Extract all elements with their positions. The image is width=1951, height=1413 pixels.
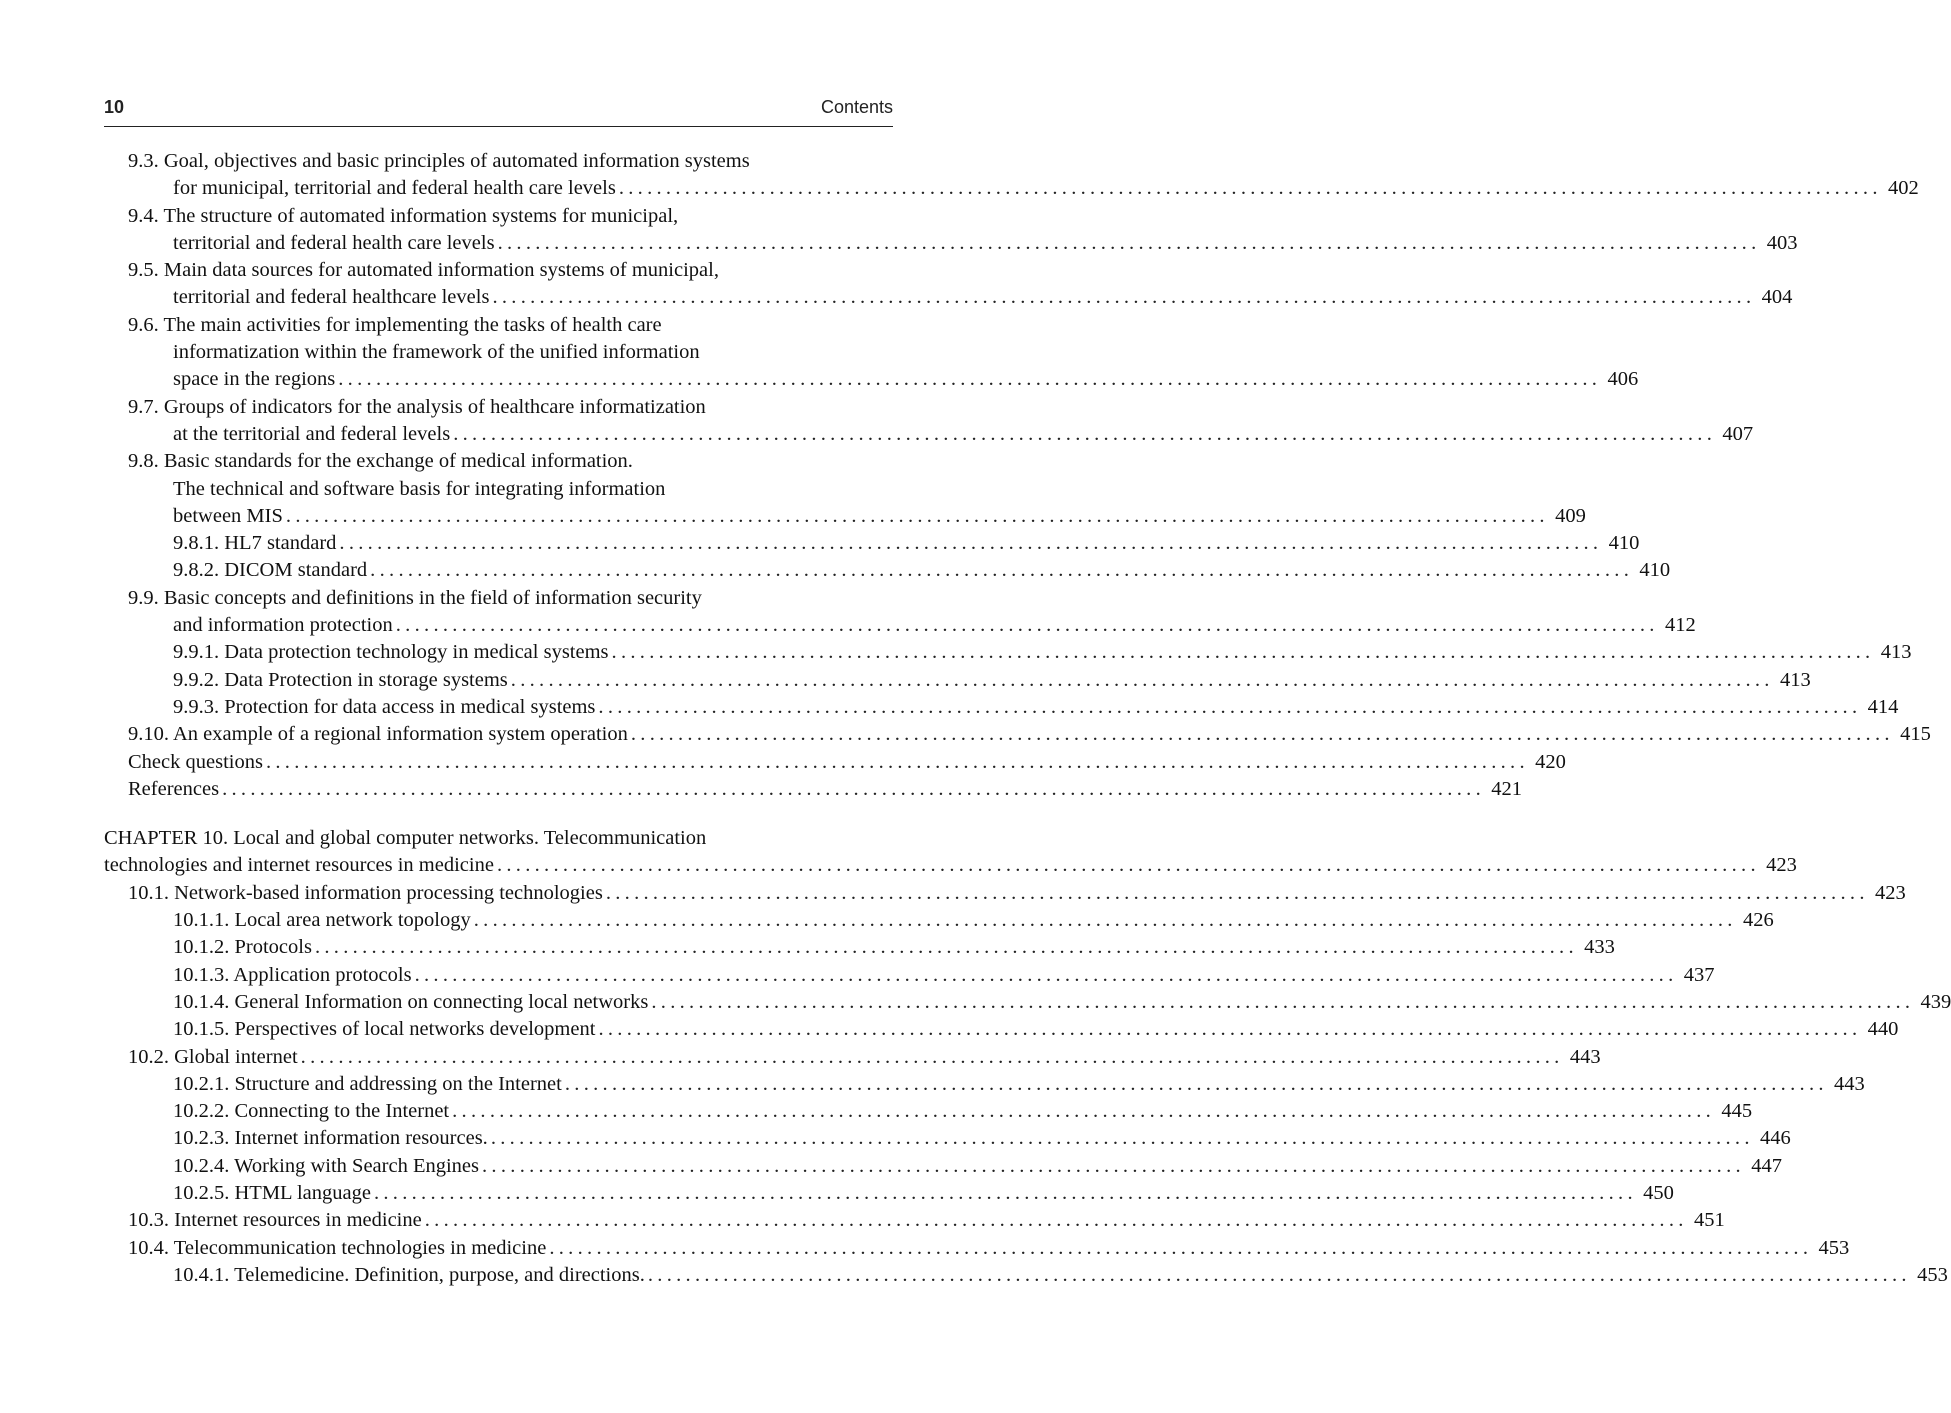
dot-leader: ...................................................................................................................................... — [473, 909, 1737, 932]
toc-entry-line — [104, 1016, 1899, 1043]
toc-page-number: 402 — [1888, 177, 1919, 200]
toc-section-entry[interactable] — [104, 776, 1523, 803]
dot-leader: ...................................................................................................................................... — [618, 177, 1882, 200]
toc-entry-title: 9.4. The structure of automated information systems for municipal, — [128, 204, 679, 227]
toc-subsection-entry[interactable] — [104, 667, 1811, 694]
toc-entry-title: 10.2.1. Structure and addressing on the Internet — [173, 1072, 562, 1095]
dot-leader: ...................................................................................................................................... — [482, 1154, 1745, 1177]
toc-entry-title: 9.8.1. HL7 standard — [173, 532, 337, 555]
toc-page-number: 410 — [1639, 559, 1671, 582]
toc-entry-title: 9.7. Groups of indicators for the analysis of healthcare informatization — [128, 395, 706, 418]
toc-subsection-entry[interactable] — [104, 1153, 1782, 1180]
toc-page-number: 407 — [1722, 422, 1754, 445]
toc-entry-title: and information protection — [173, 614, 393, 637]
toc-entry-title: 9.8.2. DICOM standard — [173, 559, 368, 582]
toc-entry-title: 10.2.3. Internet information resources. — [173, 1127, 488, 1150]
toc-entry-line — [104, 880, 1906, 907]
toc-page-number: 423 — [1875, 881, 1906, 904]
toc-entry-line — [104, 776, 1523, 803]
toc-page-number: 403 — [1766, 231, 1798, 254]
dot-leader: ...................................................................................................................................... — [370, 559, 1634, 582]
toc-page-number: 443 — [1834, 1072, 1865, 1095]
toc-entry-line — [104, 721, 1931, 748]
toc-page-number: 451 — [1693, 1209, 1725, 1232]
toc-subsection-entry[interactable] — [104, 530, 1640, 557]
toc-entry-title: 10.2.5. HTML language — [173, 1181, 371, 1204]
toc-entry-title: 9.9. Basic concepts and definitions in the field of information security — [128, 586, 702, 609]
dot-leader: ...................................................................................................................................... — [492, 286, 1756, 309]
toc-entry-title: 10.1. Network-based information processing technologies — [128, 881, 603, 904]
toc-subsection-entry[interactable] — [104, 639, 1912, 666]
dot-leader: ...................................................................................................................................... — [314, 936, 1578, 959]
toc-entry-title: 10.3. Internet resources in medicine — [128, 1209, 422, 1232]
toc-entry-title: References — [128, 777, 220, 800]
toc-page-number: 447 — [1751, 1154, 1782, 1177]
dot-leader: ...................................................................................................................................... — [651, 990, 1915, 1013]
toc-entry-title: 9.9.3. Protection for data access in medical systems — [173, 695, 596, 718]
dot-leader: ...................................................................................................................................... — [611, 641, 1875, 664]
toc-subsection-entry[interactable] — [104, 1071, 1865, 1098]
dot-leader: ...................................................................................................................................... — [373, 1181, 1637, 1204]
dot-leader: ...................................................................................................................................... — [424, 1209, 1688, 1232]
toc-entry-title: 10.1.1. Local area network topology — [173, 909, 471, 932]
dot-leader: ...................................................................................................................................... — [490, 1127, 1754, 1150]
toc-entry-line — [104, 639, 1912, 666]
toc-subsection-entry[interactable] — [104, 989, 1951, 1016]
toc-subsection-entry[interactable] — [104, 934, 1615, 961]
toc-page-number: 410 — [1608, 532, 1640, 555]
toc-page-number: 433 — [1584, 936, 1615, 959]
toc-entry-line — [104, 962, 1715, 989]
toc-page-number: 426 — [1742, 909, 1774, 932]
toc-entry-title: territorial and federal health care levels — [173, 231, 495, 254]
toc-entry-title: between MIS — [173, 504, 283, 527]
toc-subsection-entry[interactable] — [104, 1180, 1674, 1207]
toc-entry-line — [104, 230, 1798, 257]
toc-page-number: 453 — [1818, 1236, 1850, 1259]
toc-entry-line — [104, 1262, 1948, 1289]
toc-page-number: 437 — [1683, 963, 1715, 986]
toc-entry-line — [104, 1044, 1601, 1071]
toc-entry-line — [104, 907, 1774, 934]
toc-entry-line — [104, 852, 1797, 879]
dot-leader: ...................................................................................................................................... — [414, 963, 1678, 986]
toc-section-entry[interactable] — [104, 721, 1931, 748]
toc-page-number: 445 — [1721, 1100, 1753, 1123]
toc-entry-title: technologies and internet resources in medicine — [104, 854, 494, 877]
toc-subsection-entry[interactable] — [104, 1262, 1948, 1289]
toc-entry-title: 9.5. Main data sources for automated information systems of municipal, — [128, 259, 719, 282]
toc-entry-line — [104, 1153, 1782, 1180]
dot-leader: ...................................................................................................................................... — [630, 723, 1894, 746]
toc-page-number: 412 — [1664, 614, 1696, 637]
dot-leader: ...................................................................................................................................... — [598, 695, 1862, 718]
toc-entry-line — [104, 825, 893, 852]
toc-page-number: 409 — [1555, 504, 1586, 527]
toc-section-entry[interactable] — [104, 1235, 1850, 1262]
toc-section-entry[interactable] — [104, 312, 1639, 394]
toc-entry-line — [104, 1071, 1865, 1098]
dot-leader: ...................................................................................................................................... — [647, 1263, 1911, 1286]
toc-entry-line — [104, 284, 1793, 311]
toc-entry-title: 9.8. Basic standards for the exchange of medical information. — [128, 450, 633, 473]
toc-entry-line — [104, 257, 893, 284]
toc-entry-line — [104, 366, 1639, 393]
dot-leader: ...................................................................................................................................... — [222, 777, 1486, 800]
toc-section-entry[interactable] — [104, 148, 1919, 203]
dot-leader: ...................................................................................................................................... — [453, 422, 1717, 445]
toc-page-number: 423 — [1766, 854, 1797, 877]
page-header — [104, 92, 893, 127]
toc-entry-title: 10.1.3. Application protocols — [173, 963, 412, 986]
toc-entry-title: CHAPTER 10. Local and global computer networks. Telecommunication — [104, 827, 707, 850]
toc-entry-title: Check questions — [128, 750, 263, 773]
toc-entry-title: 10.1.2. Protocols — [173, 936, 312, 959]
toc-entry-line — [104, 749, 1566, 776]
toc-entry-line — [104, 503, 1586, 530]
toc-page-number: 453 — [1917, 1263, 1948, 1286]
dot-leader: ...................................................................................................................................... — [510, 668, 1774, 691]
toc-entry-line — [104, 339, 893, 366]
toc-chapter-entry[interactable] — [104, 825, 1797, 880]
toc-entry-title: 10.2.2. Connecting to the Internet — [173, 1100, 450, 1123]
toc-page-number: 450 — [1643, 1181, 1674, 1204]
toc-entry-line — [104, 1125, 1791, 1152]
toc-section-entry[interactable] — [104, 394, 1754, 449]
toc-page-number: 414 — [1867, 695, 1899, 718]
toc-page-number: 420 — [1535, 750, 1566, 773]
dot-leader: ...................................................................................................................................... — [598, 1018, 1862, 1041]
toc-subsection-entry[interactable] — [104, 1016, 1899, 1043]
toc-entry-line — [104, 934, 1615, 961]
toc-page-number: 415 — [1900, 723, 1931, 746]
toc-section-entry[interactable] — [104, 1207, 1725, 1234]
toc-section-entry[interactable] — [104, 749, 1566, 776]
dot-leader: ...................................................................................................................................... — [549, 1236, 1813, 1259]
toc-entry-title: 10.2.4. Working with Search Engines — [173, 1154, 479, 1177]
toc-entry-line — [104, 612, 1696, 639]
toc-section-entry[interactable] — [104, 1044, 1601, 1071]
toc-entry-title: 10.4. Telecommunication technologies in medicine — [128, 1236, 547, 1259]
toc-entry-title: at the territorial and federal levels — [173, 422, 451, 445]
toc-page-number: 406 — [1607, 368, 1639, 391]
toc-entry-line — [104, 421, 1754, 448]
dot-leader: ...................................................................................................................................... — [285, 504, 1549, 527]
dot-leader: ...................................................................................................................................... — [564, 1072, 1828, 1095]
toc-subsection-entry[interactable] — [104, 962, 1715, 989]
toc-subsection-entry[interactable] — [104, 694, 1899, 721]
toc-subsection-entry[interactable] — [104, 557, 1671, 584]
toc-entry-line — [104, 312, 893, 339]
toc-entry-line — [104, 203, 893, 230]
toc-entry-line — [104, 667, 1811, 694]
toc-entry-title: 9.10. An example of a regional information system operation — [128, 723, 628, 746]
page-number: 10 — [104, 97, 125, 117]
table-of-contents — [104, 148, 1951, 1289]
toc-entry-line — [104, 1098, 1753, 1125]
toc-entry-line — [104, 530, 1640, 557]
toc-entry-title: space in the regions — [173, 368, 336, 391]
toc-entry-title: 10.4.1. Telemedicine. Definition, purpose, and directions. — [173, 1263, 645, 1286]
toc-entry-line — [104, 585, 893, 612]
dot-leader: ...................................................................................................................................... — [339, 532, 1603, 555]
toc-entry-title: 10.1.4. General Information on connecting local networks — [173, 990, 649, 1013]
toc-entry-line — [104, 448, 893, 475]
toc-subsection-entry[interactable] — [104, 907, 1774, 934]
toc-section-entry[interactable] — [104, 448, 1586, 530]
dot-leader: ...................................................................................................................................... — [605, 881, 1869, 904]
toc-page-number: 413 — [1779, 668, 1811, 691]
toc-section-entry[interactable] — [104, 585, 1696, 640]
toc-entry-title: 9.9.2. Data Protection in storage systems — [173, 668, 508, 691]
toc-entry-line — [104, 394, 893, 421]
toc-page-number: 421 — [1491, 777, 1523, 800]
toc-entry-title: 10.2. Global internet — [128, 1045, 298, 1068]
toc-entry-line — [104, 1207, 1725, 1234]
dot-leader: ...................................................................................................................................... — [395, 614, 1659, 637]
dot-leader: ...................................................................................................................................... — [338, 368, 1602, 391]
toc-entry-line — [104, 989, 1951, 1016]
toc-entry-line — [104, 557, 1671, 584]
dot-leader: ...................................................................................................................................... — [265, 750, 1529, 773]
toc-entry-title: for municipal, territorial and federal health care levels — [173, 177, 616, 200]
toc-subsection-entry[interactable] — [104, 1098, 1753, 1125]
toc-entry-title: 9.9.1. Data protection technology in medical systems — [173, 641, 609, 664]
toc-entry-line — [104, 175, 1919, 202]
toc-entry-title: The technical and software basis for integrating information — [173, 477, 666, 500]
toc-subsection-entry[interactable] — [104, 1125, 1791, 1152]
dot-leader: ...................................................................................................................................... — [300, 1045, 1564, 1068]
toc-entry-title: 10.1.5. Perspectives of local networks development — [173, 1018, 596, 1041]
toc-section-entry[interactable] — [104, 203, 1798, 258]
toc-entry-title: territorial and federal healthcare levels — [173, 286, 490, 309]
toc-page-number: 446 — [1760, 1127, 1791, 1150]
toc-section-entry[interactable] — [104, 257, 1793, 312]
dot-leader: ...................................................................................................................................... — [496, 854, 1760, 877]
toc-entry-title: informatization within the framework of the unified information — [173, 341, 700, 364]
chapter-spacer — [104, 803, 893, 825]
toc-entry-line — [104, 148, 893, 175]
toc-section-entry[interactable] — [104, 880, 1906, 907]
toc-entry-line — [104, 1180, 1674, 1207]
toc-entry-title: 9.3. Goal, objectives and basic principles of automated information systems — [128, 150, 750, 172]
toc-page-number: 439 — [1920, 990, 1951, 1013]
toc-entry-line — [104, 476, 893, 503]
running-head: Contents — [820, 97, 893, 117]
toc-page-number: 404 — [1761, 286, 1793, 309]
toc-page-number: 443 — [1569, 1045, 1601, 1068]
toc-page-number: 413 — [1880, 641, 1912, 664]
toc-entry-line — [104, 694, 1899, 721]
toc-entry-title: 9.6. The main activities for implementing the tasks of health care — [128, 313, 662, 336]
dot-leader: ...................................................................................................................................... — [497, 231, 1761, 254]
toc-page-number: 440 — [1867, 1018, 1899, 1041]
dot-leader: ...................................................................................................................................... — [452, 1100, 1716, 1123]
toc-entry-line — [104, 1235, 1850, 1262]
